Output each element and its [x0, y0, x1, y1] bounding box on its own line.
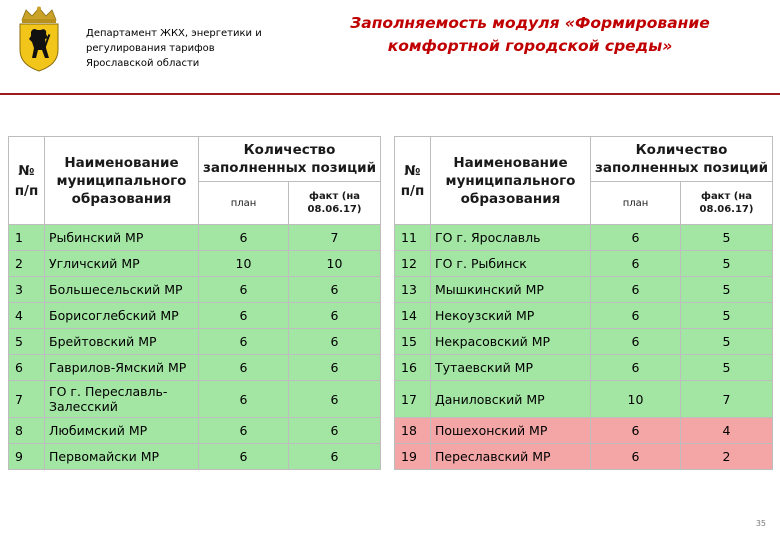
row-no: 16: [395, 355, 431, 381]
row-plan: 6: [199, 303, 289, 329]
row-fact: 6: [289, 381, 381, 418]
row-plan: 6: [591, 418, 681, 444]
table-row: [395, 444, 773, 470]
table-row: [395, 381, 773, 418]
row-plan: 6: [199, 381, 289, 418]
row-plan: 6: [591, 225, 681, 251]
table-row: [395, 277, 773, 303]
coat-of-arms-icon: [14, 6, 64, 72]
header-fact: факт (на 08.06.17): [681, 182, 773, 225]
row-no: 6: [9, 355, 45, 381]
row-fact: 5: [681, 355, 773, 381]
header-count: Количество заполненных позиций: [591, 137, 773, 182]
row-name: Первомайски МР: [45, 444, 199, 470]
row-name: Некоузский МР: [431, 303, 591, 329]
row-plan: 6: [199, 444, 289, 470]
table-row: [395, 225, 773, 251]
row-plan: 6: [591, 303, 681, 329]
table-row: [9, 381, 381, 418]
table-row: [9, 418, 381, 444]
table-row: [395, 418, 773, 444]
row-fact: 6: [289, 444, 381, 470]
table-row: [395, 303, 773, 329]
table-row: [9, 355, 381, 381]
header-divider: [0, 93, 780, 95]
table-row: [9, 444, 381, 470]
header-count: Количество заполненных позиций: [199, 137, 381, 182]
row-fact: 6: [289, 303, 381, 329]
row-no: 19: [395, 444, 431, 470]
header-fact: факт (на 08.06.17): [289, 182, 381, 225]
table-row: [9, 225, 381, 251]
row-fact: 6: [289, 355, 381, 381]
table-row: [9, 329, 381, 355]
row-fact: 6: [289, 277, 381, 303]
page-title: Заполняемость модуля «Формирование комфортной городской среды»: [350, 14, 710, 55]
row-no: 1: [9, 225, 45, 251]
row-name: Пошехонский МР: [431, 418, 591, 444]
row-no: 17: [395, 381, 431, 418]
row-plan: 6: [591, 277, 681, 303]
row-fact: 5: [681, 251, 773, 277]
row-no: 8: [9, 418, 45, 444]
row-name: Брейтовский МР: [45, 329, 199, 355]
row-fact: 6: [289, 418, 381, 444]
table-row: [395, 251, 773, 277]
row-no: 18: [395, 418, 431, 444]
table-row: [395, 329, 773, 355]
row-name: Рыбинский МР: [45, 225, 199, 251]
row-plan: 6: [199, 225, 289, 251]
page-number: 35: [755, 519, 766, 528]
row-no: 15: [395, 329, 431, 355]
row-name: Некрасовский МР: [431, 329, 591, 355]
row-no: 9: [9, 444, 45, 470]
row-name: Гаврилов-Ямский МР: [45, 355, 199, 381]
row-no: 5: [9, 329, 45, 355]
row-no: 14: [395, 303, 431, 329]
right-table: [394, 136, 773, 470]
row-fact: 2: [681, 444, 773, 470]
row-plan: 6: [591, 329, 681, 355]
row-name: Большесельский МР: [45, 277, 199, 303]
row-name: Даниловский МР: [431, 381, 591, 418]
left-table: [8, 136, 381, 470]
row-no: 7: [9, 381, 45, 418]
row-name: ГО г. Ярославль: [431, 225, 591, 251]
row-no: 4: [9, 303, 45, 329]
row-no: 13: [395, 277, 431, 303]
table-row: [9, 303, 381, 329]
row-no: 11: [395, 225, 431, 251]
row-fact: 5: [681, 277, 773, 303]
row-name: Борисоглебский МР: [45, 303, 199, 329]
row-plan: 6: [591, 251, 681, 277]
row-fact: 10: [289, 251, 381, 277]
row-name: Мышкинский МР: [431, 277, 591, 303]
header-name: Наименование муниципального образования: [45, 137, 199, 225]
table-row: [395, 355, 773, 381]
header-plan: план: [199, 182, 289, 225]
header-no: № п/п: [9, 137, 45, 225]
row-plan: 10: [591, 381, 681, 418]
table-row: [9, 277, 381, 303]
row-fact: 5: [681, 303, 773, 329]
row-fact: 7: [289, 225, 381, 251]
row-plan: 6: [199, 418, 289, 444]
header-no: № п/п: [395, 137, 431, 225]
row-fact: 6: [289, 329, 381, 355]
row-no: 12: [395, 251, 431, 277]
header-plan: план: [591, 182, 681, 225]
row-name: Тутаевский МР: [431, 355, 591, 381]
row-fact: 7: [681, 381, 773, 418]
row-fact: 5: [681, 225, 773, 251]
row-fact: 5: [681, 329, 773, 355]
row-plan: 6: [199, 277, 289, 303]
row-name: ГО г. Рыбинск: [431, 251, 591, 277]
row-plan: 6: [591, 355, 681, 381]
row-plan: 6: [591, 444, 681, 470]
row-no: 3: [9, 277, 45, 303]
row-plan: 6: [199, 329, 289, 355]
department-name: Департамент ЖКХ, энергетики и регулирования тарифов Ярославской области: [86, 28, 262, 69]
row-no: 2: [9, 251, 45, 277]
row-plan: 10: [199, 251, 289, 277]
row-name: Угличский МР: [45, 251, 199, 277]
table-row: [9, 251, 381, 277]
row-plan: 6: [199, 355, 289, 381]
row-fact: 4: [681, 418, 773, 444]
row-name: ГО г. Переславль-Залесский: [45, 381, 199, 418]
row-name: Переславский МР: [431, 444, 591, 470]
header-name: Наименование муниципального образования: [431, 137, 591, 225]
row-name: Любимский МР: [45, 418, 199, 444]
